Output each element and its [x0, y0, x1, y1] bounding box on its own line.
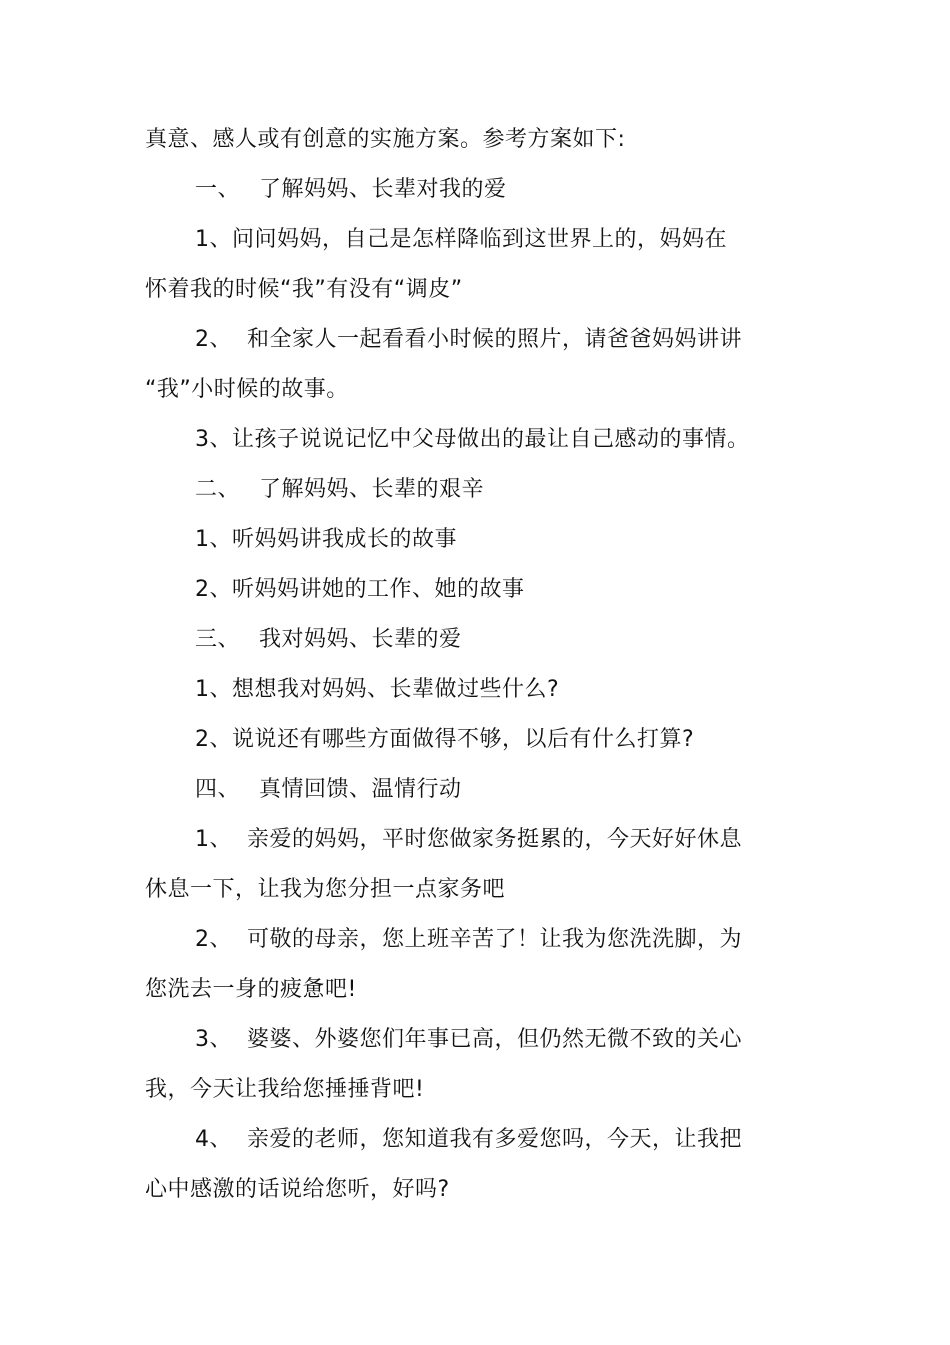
item-number: 1、 [195, 827, 232, 852]
line-text: 您洗去一身的疲惫吧! [145, 977, 357, 1002]
list-item [195, 424, 805, 456]
section-heading-3 [195, 624, 805, 656]
section-title: 我对妈妈、长辈的爱 [259, 627, 462, 652]
section-title: 真情回馈、温情行动 [259, 777, 462, 802]
text-line-continued [145, 1074, 755, 1106]
list-item [195, 674, 805, 706]
list-item [195, 724, 805, 756]
list-item [195, 574, 805, 606]
section-number: 四、 [195, 777, 241, 802]
section-heading-2 [195, 474, 805, 506]
item-text: 可敬的母亲，您上班辛苦了！让我为您洗洗脚，为 [247, 927, 743, 952]
item-number: 1、 [195, 677, 232, 702]
text-line-continued [145, 124, 755, 156]
line-text: 真意、感人或有创意的实施方案。参考方案如下: [145, 127, 626, 152]
section-heading-1 [195, 174, 805, 206]
item-number: 2、 [195, 927, 232, 952]
item-text: 想想我对妈妈、长辈做过些什么? [232, 677, 560, 702]
list-item [195, 924, 805, 956]
list-item [195, 524, 805, 556]
list-item [195, 1124, 805, 1156]
item-number: 1、 [195, 527, 232, 552]
item-number: 2、 [195, 727, 232, 752]
text-line-continued [145, 374, 755, 406]
item-text: 和全家人一起看看小时候的照片，请爸爸妈妈讲讲 [247, 327, 743, 352]
item-text: 问问妈妈，自己是怎样降临到这世界上的，妈妈在 [232, 227, 728, 252]
section-title: 了解妈妈、长辈的艰辛 [259, 477, 485, 502]
list-item [195, 824, 805, 856]
line-text: 我，今天让我给您捶捶背吧! [145, 1077, 425, 1102]
list-item [195, 224, 805, 256]
item-text: 亲爱的老师，您知道我有多爱您吗，今天，让我把 [247, 1127, 743, 1152]
item-text: 婆婆、外婆您们年事已高，但仍然无微不致的关心 [247, 1027, 743, 1052]
item-number: 1、 [195, 227, 232, 252]
item-number: 4、 [195, 1127, 232, 1152]
section-number: 三、 [195, 627, 241, 652]
item-text: 让孩子说说记忆中父母做出的最让自己感动的事情。 [232, 427, 750, 452]
text-line-continued [145, 974, 755, 1006]
section-title: 了解妈妈、长辈对我的爱 [259, 177, 507, 202]
list-item [195, 324, 805, 356]
text-line-continued [145, 1174, 755, 1206]
text-line-continued [145, 274, 755, 306]
item-number: 2、 [195, 577, 232, 602]
line-text: “我”小时候的故事。 [145, 377, 349, 402]
section-number: 一、 [195, 177, 241, 202]
item-number: 3、 [195, 427, 232, 452]
text-line-continued [145, 874, 755, 906]
section-number: 二、 [195, 477, 241, 502]
item-number: 3、 [195, 1027, 232, 1052]
line-text: 心中感激的话说给您听，好吗? [145, 1177, 450, 1202]
item-text: 听妈妈讲我成长的故事 [232, 527, 458, 552]
item-text: 听妈妈讲她的工作、她的故事 [232, 577, 525, 602]
item-text: 亲爱的妈妈，平时您做家务挺累的，今天好好休息 [247, 827, 743, 852]
item-text: 说说还有哪些方面做得不够，以后有什么打算? [232, 727, 695, 752]
line-text: 怀着我的时候“我”有没有“调皮” [145, 277, 463, 302]
line-text: 休息一下，让我为您分担一点家务吧 [145, 877, 506, 902]
section-heading-4 [195, 774, 805, 806]
list-item [195, 1024, 805, 1056]
item-number: 2、 [195, 327, 232, 352]
